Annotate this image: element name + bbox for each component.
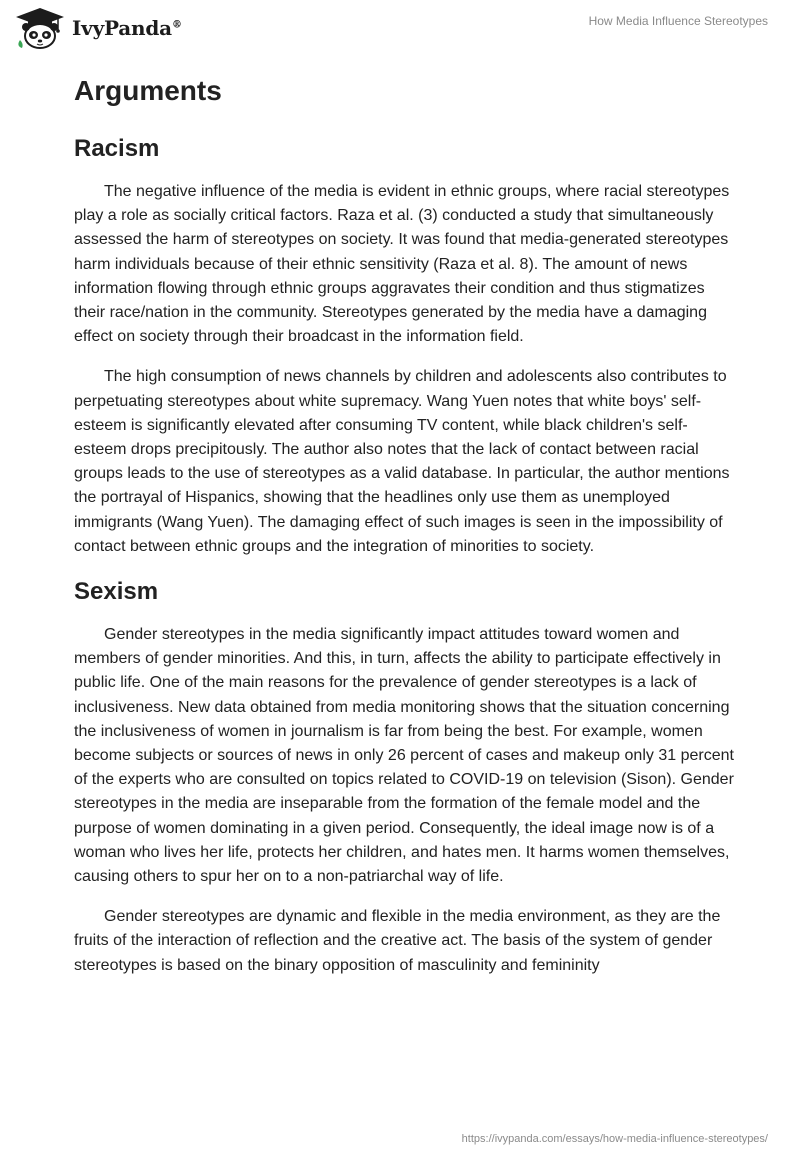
section-heading-arguments: Arguments (74, 75, 222, 106)
paragraph: The negative influence of the media is evident in ethnic groups, where racial stereotypes play a role as socially critical factors. Raza et al. (3) conducted a study that simultaneously assessed the harm of stereotypes on society. It was found that media-generated stereotypes harm individuals because of their ethnic sensitivity (Raza et al. 8). The amount of news information flowing through ethnic groups aggravates their condition and thus stigmatizes their race/nation in the community. Stereotypes generated by the media have a damaging effect on society through their broadcast in the information field. (74, 183, 730, 346)
page-header (0, 0, 800, 60)
registered-mark: ® (171, 19, 182, 31)
subheading-racism: Racism (74, 135, 160, 162)
brand-name: IvyPanda® (72, 16, 182, 40)
source-url[interactable]: https://ivypanda.com/essays/how-media-influence-stereotypes/ (461, 1133, 768, 1145)
panda-logo-icon (14, 6, 66, 50)
document-title: How Media Influence Stereotypes (588, 14, 768, 28)
paragraph: The high consumption of news channels by children and adolescents also contributes to perpetuating stereotypes about white supremacy. Wang Yuen notes that white boys' self-esteem is significantly elevated after consuming TV content, while black children's self-esteem drops precipitously. The author also notes that the lack of contact between racial groups leads to the use of stereotypes as a valid database. In particular, the author mentions the portrayal of Hispanics, showing that the headlines only use them as unemployed immigrants (Wang Yuen). The damaging effect of such images is seen in the impossibility of contact between ethnic groups and the integration of minorities to society. (74, 368, 730, 555)
paragraph: Gender stereotypes in the media significantly impact attitudes toward women and members of gender minorities. And this, in turn, affects the ability to participate effectively in public life. One of the main reasons for the prevalence of gender stereotypes is a lack of inclusiveness. New data obtained from media monitoring shows that the situation concerning the inclusiveness of women in journalism is far from being the best. For example, women become subjects or sources of news in only 26 percent of cases and makeup only 31 percent of the experts who are consulted on topics related to COVID-19 on television (Sison). Gender stereotypes in the media are inseparable from the formation of the female model and the purpose of women dominating in a given period. Consequently, the ideal image now is of a woman who lives her life, protects her children, and hates men. It harms women themselves, causing others to spur her on to a non-patriarchal way of life. (74, 626, 734, 886)
essay-content (74, 70, 734, 994)
paragraph: Gender stereotypes are dynamic and flexible in the media environment, as they are the fruits of the interaction of reflection and the creative act. The basis of the system of gender stereotypes is based on the binary opposition of masculinity and femininity (74, 908, 721, 974)
subheading-sexism: Sexism (74, 578, 159, 606)
logo[interactable] (14, 6, 182, 50)
